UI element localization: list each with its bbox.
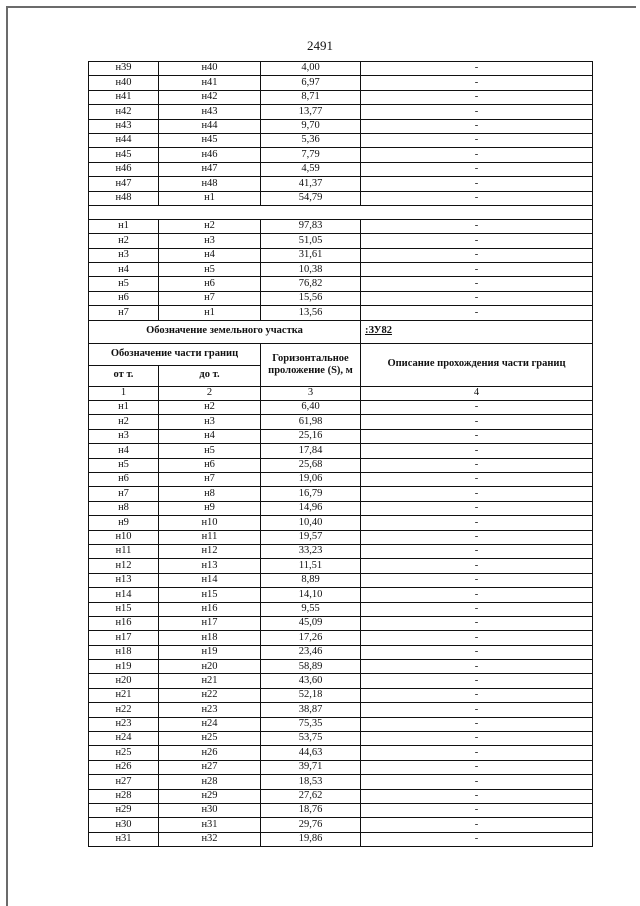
to-point-cell: н3 xyxy=(159,415,261,429)
from-point-cell: н47 xyxy=(89,177,159,191)
distance-cell: 43,60 xyxy=(261,674,361,688)
distance-cell: 29,76 xyxy=(261,818,361,832)
table-row xyxy=(89,631,593,645)
from-point-cell: н1 xyxy=(89,219,159,233)
table-row xyxy=(89,76,593,90)
to-point-cell: н11 xyxy=(159,530,261,544)
col-number-3: 3 xyxy=(261,386,361,400)
table-row xyxy=(89,162,593,176)
distance-cell: 53,75 xyxy=(261,732,361,746)
table-row xyxy=(89,559,593,573)
from-point-cell: н45 xyxy=(89,148,159,162)
from-point-cell: н14 xyxy=(89,588,159,602)
from-point-cell: н3 xyxy=(89,429,159,443)
distance-cell: 16,79 xyxy=(261,487,361,501)
to-point-cell: н43 xyxy=(159,105,261,119)
description-header: Описание прохождения части границ xyxy=(361,343,593,386)
distance-cell: 41,37 xyxy=(261,177,361,191)
to-point-cell: н4 xyxy=(159,248,261,262)
to-point-cell: н2 xyxy=(159,219,261,233)
table-header xyxy=(89,320,593,400)
distance-cell: 23,46 xyxy=(261,645,361,659)
distance-cell: 10,38 xyxy=(261,263,361,277)
from-point-cell: н4 xyxy=(89,263,159,277)
table-row xyxy=(89,119,593,133)
table-row xyxy=(89,573,593,587)
distance-cell: 18,53 xyxy=(261,775,361,789)
description-cell: - xyxy=(361,832,593,846)
table-row xyxy=(89,133,593,147)
table-row xyxy=(89,602,593,616)
land-plot-value: :ЗУ82 xyxy=(361,320,593,343)
to-point-cell: н45 xyxy=(159,133,261,147)
description-cell: - xyxy=(361,248,593,262)
to-point-cell: н41 xyxy=(159,76,261,90)
distance-cell: 75,35 xyxy=(261,717,361,731)
to-point-cell: н7 xyxy=(159,291,261,305)
description-cell: - xyxy=(361,444,593,458)
table-row xyxy=(89,703,593,717)
distance-cell: 10,40 xyxy=(261,516,361,530)
from-point-cell: н7 xyxy=(89,306,159,320)
to-point-cell: н23 xyxy=(159,703,261,717)
from-point-cell: н42 xyxy=(89,105,159,119)
to-point-cell: н30 xyxy=(159,803,261,817)
description-cell: - xyxy=(361,803,593,817)
from-point-cell: н39 xyxy=(89,62,159,76)
description-cell: - xyxy=(361,516,593,530)
col-number-2: 2 xyxy=(159,386,261,400)
description-cell: - xyxy=(361,588,593,602)
description-cell: - xyxy=(361,645,593,659)
to-point-header: до т. xyxy=(159,365,261,386)
to-point-cell: н22 xyxy=(159,688,261,702)
description-cell: - xyxy=(361,415,593,429)
to-point-cell: н44 xyxy=(159,119,261,133)
table-row xyxy=(89,588,593,602)
to-point-cell: н26 xyxy=(159,746,261,760)
distance-cell: 38,87 xyxy=(261,703,361,717)
table-row xyxy=(89,530,593,544)
description-cell: - xyxy=(361,688,593,702)
description-cell: - xyxy=(361,818,593,832)
description-cell: - xyxy=(361,429,593,443)
description-cell: - xyxy=(361,148,593,162)
description-cell: - xyxy=(361,401,593,415)
from-point-cell: н6 xyxy=(89,291,159,305)
table-row xyxy=(89,472,593,486)
to-point-cell: н18 xyxy=(159,631,261,645)
to-point-cell: н2 xyxy=(159,401,261,415)
to-point-cell: н4 xyxy=(159,429,261,443)
from-point-cell: н20 xyxy=(89,674,159,688)
table-row xyxy=(89,645,593,659)
distance-cell: 14,10 xyxy=(261,588,361,602)
to-point-cell: н6 xyxy=(159,277,261,291)
to-point-cell: н12 xyxy=(159,544,261,558)
distance-cell: 4,59 xyxy=(261,162,361,176)
from-point-cell: н17 xyxy=(89,631,159,645)
from-point-cell: н46 xyxy=(89,162,159,176)
to-point-cell: н19 xyxy=(159,645,261,659)
table-row xyxy=(89,789,593,803)
description-cell: - xyxy=(361,530,593,544)
from-point-cell: н29 xyxy=(89,803,159,817)
to-point-cell: н25 xyxy=(159,732,261,746)
distance-cell: 19,86 xyxy=(261,832,361,846)
table-row xyxy=(89,458,593,472)
distance-cell: 13,77 xyxy=(261,105,361,119)
from-point-cell: н43 xyxy=(89,119,159,133)
description-cell: - xyxy=(361,90,593,104)
description-cell: - xyxy=(361,277,593,291)
from-point-cell: н18 xyxy=(89,645,159,659)
distance-cell: 9,70 xyxy=(261,119,361,133)
to-point-cell: н28 xyxy=(159,775,261,789)
description-cell: - xyxy=(361,789,593,803)
table-row xyxy=(89,306,593,320)
table-row xyxy=(89,234,593,248)
to-point-cell: н20 xyxy=(159,660,261,674)
distance-cell: 8,89 xyxy=(261,573,361,587)
to-point-cell: н5 xyxy=(159,263,261,277)
distance-cell: 9,55 xyxy=(261,602,361,616)
horizontal-distance-header: Горизонтальное проложение (S), м xyxy=(261,343,361,386)
from-point-cell: н11 xyxy=(89,544,159,558)
description-cell: - xyxy=(361,732,593,746)
from-point-cell: н44 xyxy=(89,133,159,147)
from-point-cell: н28 xyxy=(89,789,159,803)
table-row xyxy=(89,775,593,789)
description-cell: - xyxy=(361,458,593,472)
table-row xyxy=(89,660,593,674)
to-point-cell: н6 xyxy=(159,458,261,472)
to-point-cell: н9 xyxy=(159,501,261,515)
description-cell: - xyxy=(361,660,593,674)
description-cell: - xyxy=(361,544,593,558)
distance-cell: 17,84 xyxy=(261,444,361,458)
table-row xyxy=(89,401,593,415)
from-point-cell: н9 xyxy=(89,516,159,530)
from-point-cell: н8 xyxy=(89,501,159,515)
table-row xyxy=(89,105,593,119)
description-cell: - xyxy=(361,234,593,248)
land-plot-label: Обозначение земельного участка xyxy=(89,320,361,343)
from-point-cell: н31 xyxy=(89,832,159,846)
table-row xyxy=(89,818,593,832)
boundary-parts-header: Обозначение части границ xyxy=(89,343,261,365)
from-point-cell: н24 xyxy=(89,732,159,746)
to-point-cell: н16 xyxy=(159,602,261,616)
to-point-cell: н27 xyxy=(159,760,261,774)
to-point-cell: н29 xyxy=(159,789,261,803)
description-cell: - xyxy=(361,191,593,205)
to-point-cell: н3 xyxy=(159,234,261,248)
from-point-cell: н40 xyxy=(89,76,159,90)
distance-cell: 25,16 xyxy=(261,429,361,443)
distance-cell: 97,83 xyxy=(261,219,361,233)
description-cell: - xyxy=(361,76,593,90)
to-point-cell: н32 xyxy=(159,832,261,846)
from-point-cell: н26 xyxy=(89,760,159,774)
blank-separator xyxy=(89,205,593,219)
section-a-body xyxy=(89,62,593,206)
from-point-cell: н3 xyxy=(89,248,159,262)
from-point-cell: н27 xyxy=(89,775,159,789)
description-cell: - xyxy=(361,703,593,717)
distance-cell: 27,62 xyxy=(261,789,361,803)
table-row xyxy=(89,487,593,501)
from-point-cell: н16 xyxy=(89,616,159,630)
description-cell: - xyxy=(361,162,593,176)
description-cell: - xyxy=(361,219,593,233)
table-row xyxy=(89,732,593,746)
distance-cell: 17,26 xyxy=(261,631,361,645)
to-point-cell: н47 xyxy=(159,162,261,176)
table-row xyxy=(89,832,593,846)
table-row xyxy=(89,688,593,702)
table-row xyxy=(89,501,593,515)
col-number-4: 4 xyxy=(361,386,593,400)
to-point-cell: н24 xyxy=(159,717,261,731)
distance-cell: 33,23 xyxy=(261,544,361,558)
distance-cell: 15,56 xyxy=(261,291,361,305)
description-cell: - xyxy=(361,674,593,688)
description-cell: - xyxy=(361,717,593,731)
distance-cell: 13,56 xyxy=(261,306,361,320)
table-row xyxy=(89,616,593,630)
description-cell: - xyxy=(361,291,593,305)
description-cell: - xyxy=(361,559,593,573)
table-row xyxy=(89,148,593,162)
table-row xyxy=(89,263,593,277)
boundary-table xyxy=(88,61,593,847)
to-point-cell: н21 xyxy=(159,674,261,688)
blank-row xyxy=(89,205,593,219)
table-row xyxy=(89,717,593,731)
table-row xyxy=(89,516,593,530)
to-point-cell: н17 xyxy=(159,616,261,630)
description-cell: - xyxy=(361,133,593,147)
to-point-cell: н48 xyxy=(159,177,261,191)
description-cell: - xyxy=(361,616,593,630)
distance-cell: 7,79 xyxy=(261,148,361,162)
col-number-1: 1 xyxy=(89,386,159,400)
distance-cell: 8,71 xyxy=(261,90,361,104)
from-point-cell: н5 xyxy=(89,277,159,291)
description-cell: - xyxy=(361,119,593,133)
from-point-cell: н15 xyxy=(89,602,159,616)
from-point-cell: н6 xyxy=(89,472,159,486)
distance-cell: 31,61 xyxy=(261,248,361,262)
description-cell: - xyxy=(361,105,593,119)
to-point-cell: н7 xyxy=(159,472,261,486)
table-row xyxy=(89,191,593,205)
description-cell: - xyxy=(361,487,593,501)
table-row xyxy=(89,760,593,774)
table-row xyxy=(89,248,593,262)
distance-cell: 51,05 xyxy=(261,234,361,248)
table-row xyxy=(89,674,593,688)
table-row xyxy=(89,746,593,760)
from-point-cell: н13 xyxy=(89,573,159,587)
description-cell: - xyxy=(361,775,593,789)
description-cell: - xyxy=(361,573,593,587)
from-point-cell: н2 xyxy=(89,234,159,248)
section-b-body xyxy=(89,219,593,320)
to-point-cell: н5 xyxy=(159,444,261,458)
table-row xyxy=(89,444,593,458)
to-point-cell: н13 xyxy=(159,559,261,573)
distance-cell: 11,51 xyxy=(261,559,361,573)
distance-cell: 14,96 xyxy=(261,501,361,515)
description-cell: - xyxy=(361,602,593,616)
table-row xyxy=(89,90,593,104)
distance-cell: 39,71 xyxy=(261,760,361,774)
from-point-cell: н30 xyxy=(89,818,159,832)
to-point-cell: н1 xyxy=(159,306,261,320)
to-point-cell: н1 xyxy=(159,191,261,205)
from-point-cell: н5 xyxy=(89,458,159,472)
section-c-body xyxy=(89,401,593,847)
table-row xyxy=(89,429,593,443)
distance-cell: 6,40 xyxy=(261,401,361,415)
to-point-cell: н10 xyxy=(159,516,261,530)
to-point-cell: н15 xyxy=(159,588,261,602)
table-row xyxy=(89,177,593,191)
distance-cell: 25,68 xyxy=(261,458,361,472)
from-point-cell: н4 xyxy=(89,444,159,458)
distance-cell: 5,36 xyxy=(261,133,361,147)
description-cell: - xyxy=(361,306,593,320)
distance-cell: 6,97 xyxy=(261,76,361,90)
description-cell: - xyxy=(361,746,593,760)
distance-cell: 44,63 xyxy=(261,746,361,760)
from-point-cell: н25 xyxy=(89,746,159,760)
from-point-cell: н12 xyxy=(89,559,159,573)
distance-cell: 58,89 xyxy=(261,660,361,674)
page-number: 2491 xyxy=(307,38,333,53)
table-row xyxy=(89,803,593,817)
to-point-cell: н46 xyxy=(159,148,261,162)
to-point-cell: н14 xyxy=(159,573,261,587)
from-point-cell: н1 xyxy=(89,401,159,415)
description-cell: - xyxy=(361,62,593,76)
distance-cell: 18,76 xyxy=(261,803,361,817)
from-point-cell: н10 xyxy=(89,530,159,544)
distance-cell: 19,06 xyxy=(261,472,361,486)
from-point-cell: н41 xyxy=(89,90,159,104)
to-point-cell: н31 xyxy=(159,818,261,832)
distance-cell: 61,98 xyxy=(261,415,361,429)
distance-cell: 52,18 xyxy=(261,688,361,702)
table-row xyxy=(89,277,593,291)
from-point-cell: н48 xyxy=(89,191,159,205)
from-point-cell: н2 xyxy=(89,415,159,429)
from-point-cell: н19 xyxy=(89,660,159,674)
table-row xyxy=(89,291,593,305)
distance-cell: 76,82 xyxy=(261,277,361,291)
from-point-cell: н21 xyxy=(89,688,159,702)
from-point-cell: н7 xyxy=(89,487,159,501)
table-row xyxy=(89,219,593,233)
description-cell: - xyxy=(361,263,593,277)
from-point-header: от т. xyxy=(89,365,159,386)
to-point-cell: н42 xyxy=(159,90,261,104)
distance-cell: 45,09 xyxy=(261,616,361,630)
table-row xyxy=(89,544,593,558)
description-cell: - xyxy=(361,501,593,515)
description-cell: - xyxy=(361,472,593,486)
table-row xyxy=(89,62,593,76)
from-point-cell: н22 xyxy=(89,703,159,717)
table-row xyxy=(89,415,593,429)
to-point-cell: н40 xyxy=(159,62,261,76)
description-cell: - xyxy=(361,631,593,645)
distance-cell: 4,00 xyxy=(261,62,361,76)
distance-cell: 19,57 xyxy=(261,530,361,544)
distance-cell: 54,79 xyxy=(261,191,361,205)
from-point-cell: н23 xyxy=(89,717,159,731)
description-cell: - xyxy=(361,177,593,191)
description-cell: - xyxy=(361,760,593,774)
to-point-cell: н8 xyxy=(159,487,261,501)
